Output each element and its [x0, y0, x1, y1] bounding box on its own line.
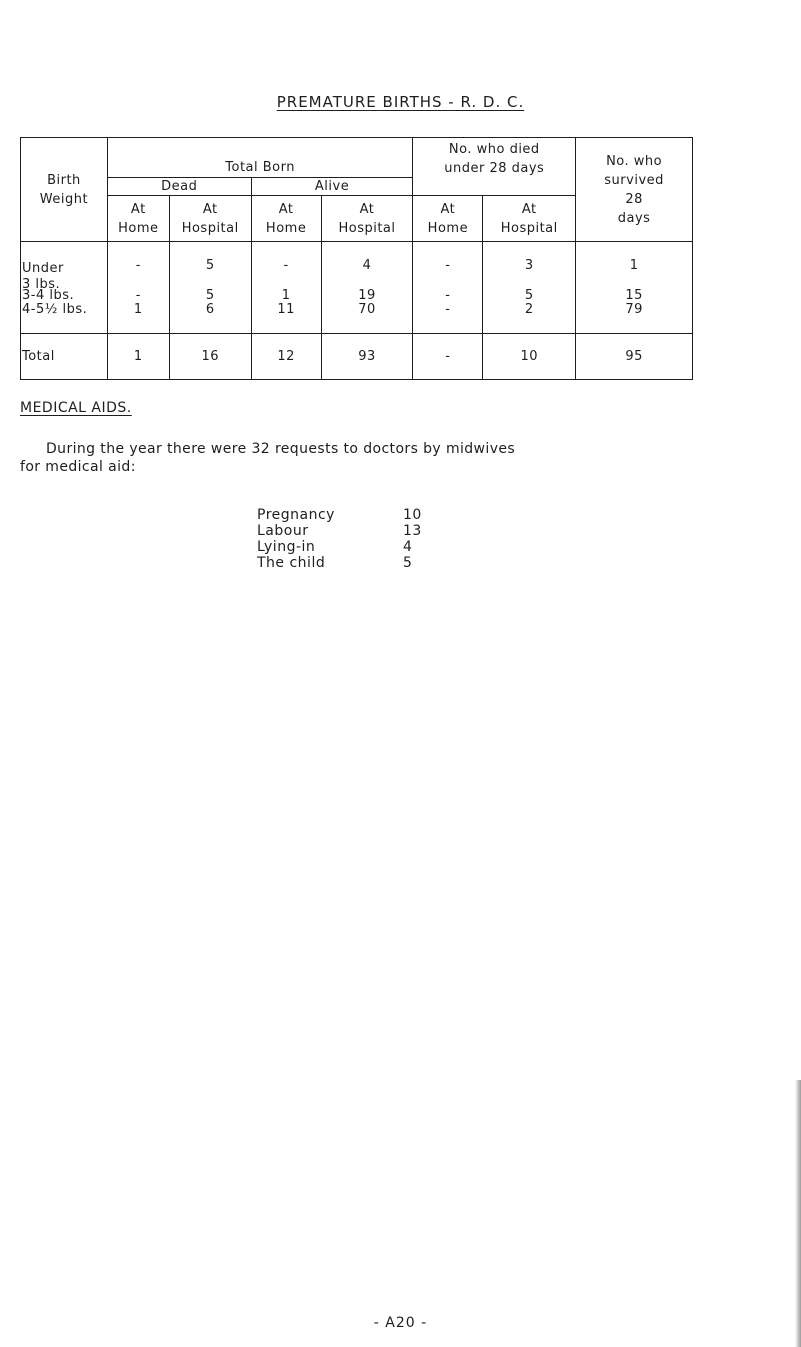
header-dead-at-hospital: At Hospital [169, 196, 251, 242]
header-birth-weight: Birth Weight [21, 138, 108, 242]
premature-births-table [20, 137, 693, 380]
alive-at-home-values: - 1 11 [251, 242, 321, 334]
died-at-hospital-values: 3 5 2 [483, 242, 576, 334]
header-died-at-home: At Home [413, 196, 483, 242]
total-label: Total [21, 334, 108, 380]
page-number: - A20 - [373, 1315, 428, 1331]
row-labels: Under 3 lbs. 3-4 lbs. 4-5½ lbs. [21, 242, 108, 334]
total-died-at-home: - [413, 334, 483, 380]
medical-aids-heading: MEDICAL AIDS. [20, 400, 132, 416]
list-item: Pregnancy 10 [257, 507, 422, 523]
header-total-born: Total Born [107, 138, 413, 178]
dead-at-home-values: - - 1 [107, 242, 169, 334]
table-total-row [21, 334, 693, 380]
header-dead: Dead [107, 178, 251, 196]
total-survived: 95 [576, 334, 693, 380]
table-data-rows [21, 242, 693, 334]
header-died-under-28-days: No. who died under 28 days [413, 138, 576, 178]
header-died-at-hospital: At Hospital [483, 196, 576, 242]
total-dead-at-hospital: 16 [169, 334, 251, 380]
list-item: Lying-in 4 [257, 539, 413, 555]
total-alive-at-hospital: 93 [321, 334, 413, 380]
header-alive-at-home: At Home [251, 196, 321, 242]
page-title: PREMATURE BIRTHS - R. D. C. [276, 93, 525, 111]
list-item: The child 5 [257, 555, 413, 571]
medical-aids-paragraph: During the year there were 32 requests to doctors by midwives for medical aid: [20, 441, 516, 475]
dead-at-hospital-values: 5 5 6 [169, 242, 251, 334]
died-at-home-values: - - - [413, 242, 483, 334]
header-alive-at-hospital: At Hospital [321, 196, 413, 242]
medical-aid-list [257, 507, 457, 571]
total-dead-at-home: 1 [107, 334, 169, 380]
alive-at-hospital-values: 4 19 70 [321, 242, 413, 334]
survived-values: 1 15 79 [576, 242, 693, 334]
total-alive-at-home: 12 [251, 334, 321, 380]
header-dead-at-home: At Home [107, 196, 169, 242]
total-died-at-hospital: 10 [483, 334, 576, 380]
page-edge-shadow [795, 1080, 801, 1347]
header-alive: Alive [251, 178, 413, 196]
list-item: Labour 13 [257, 523, 422, 539]
header-survived-28-days: No. who survived 28 days [576, 138, 693, 242]
